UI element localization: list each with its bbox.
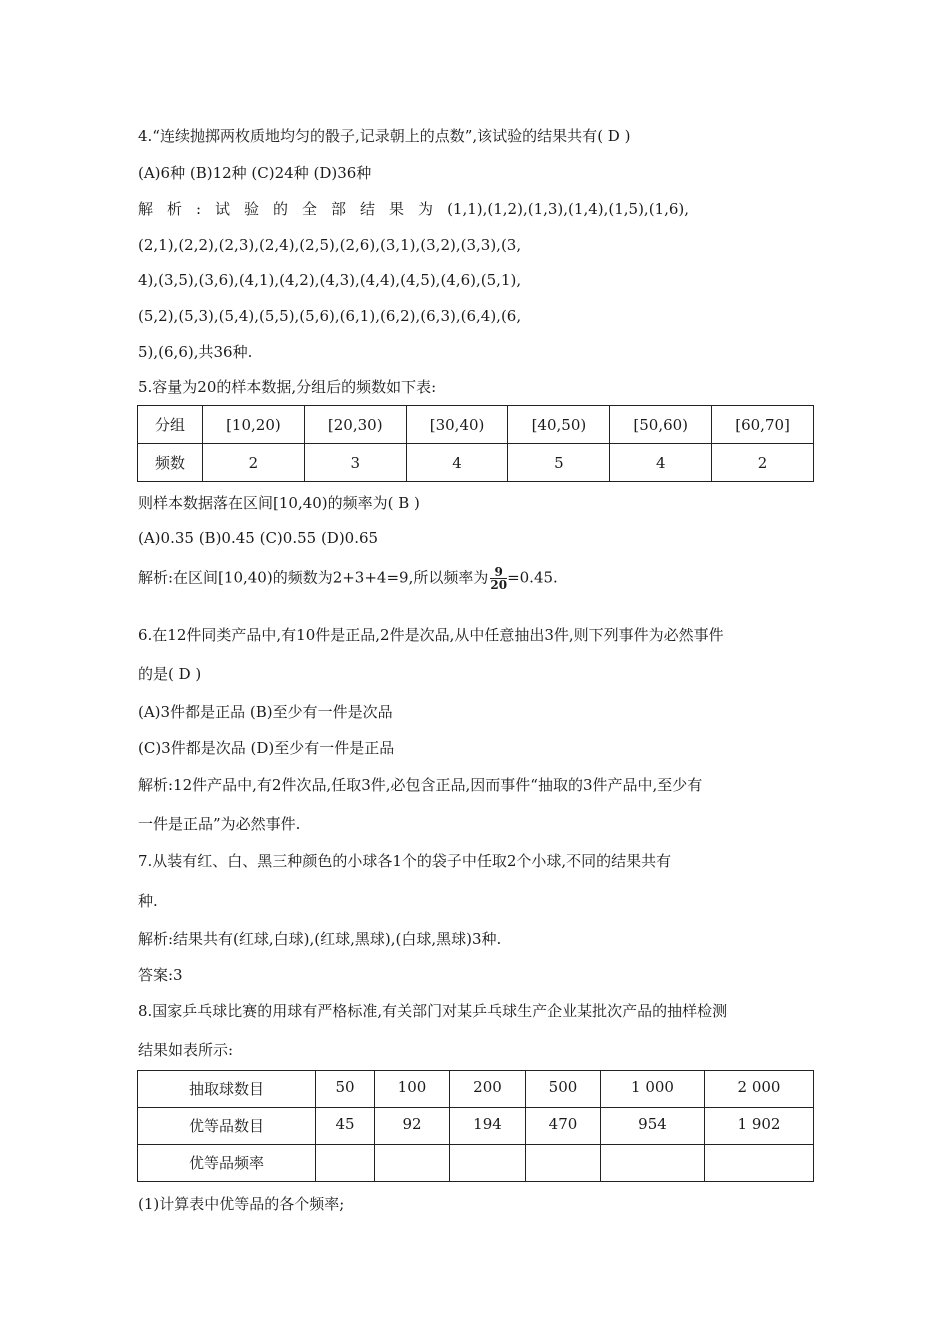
table-cell: 分组 <box>138 406 203 444</box>
q6-stem-line-1: 6.在12件同类产品中,有10件是正品,2件是次品,从中任意抽出3件,则下列事件为必然事件 <box>138 626 724 644</box>
table-cell: 抽取球数目 <box>138 1071 316 1108</box>
table-cell: 92 <box>375 1108 450 1145</box>
table-cell <box>450 1145 526 1182</box>
table-cell: [10,20) <box>203 406 305 444</box>
q5-analysis-text: 解析:在区间[10,40)的频数为2+3+4=9,所以频率为 <box>138 568 489 587</box>
table-row <box>138 1071 814 1108</box>
q5-frequency-table <box>137 405 814 482</box>
q8-sampling-table <box>137 1070 814 1182</box>
q8-stem-line-1: 8.国家乒乓球比赛的用球有严格标准,有关部门对某乒乓球生产企业某批次产品的抽样检测 <box>138 1002 728 1020</box>
q5-stem: 5.容量为20的样本数据,分组后的频数如下表: <box>138 378 437 396</box>
table-cell: 5 <box>508 444 610 482</box>
table-cell: 194 <box>450 1108 526 1145</box>
q6-options-line-2: (C)3件都是次品 (D)至少有一件是正品 <box>138 739 395 757</box>
table-cell: [50,60) <box>610 406 712 444</box>
table-cell: 2 000 <box>705 1071 814 1108</box>
table-cell: 100 <box>375 1071 450 1108</box>
table-cell <box>316 1145 375 1182</box>
table-cell: 470 <box>526 1108 601 1145</box>
table-cell: [20,30) <box>304 406 406 444</box>
table-row <box>138 406 814 444</box>
fraction-denominator: 20 <box>490 578 508 592</box>
table-cell <box>601 1145 705 1182</box>
q4-analysis-line-5: 5),(6,6),共36种. <box>138 343 253 361</box>
table-cell: 45 <box>316 1108 375 1145</box>
table-cell: 2 <box>203 444 305 482</box>
q5-analysis-result: =0.45. <box>507 568 558 587</box>
table-cell: 频数 <box>138 444 203 482</box>
q7-stem-line-1: 7.从装有红、白、黑三种颜色的小球各1个的袋子中任取2个小球,不同的结果共有 <box>138 852 672 870</box>
q7-stem-line-2: 种. <box>138 892 158 910</box>
table-row <box>138 1145 814 1182</box>
q5-options: (A)0.35 (B)0.45 (C)0.55 (D)0.65 <box>138 529 379 547</box>
q4-analysis-line-1 <box>138 199 689 219</box>
q6-analysis-line-2: 一件是正品”为必然事件. <box>138 815 301 833</box>
q6-analysis-line-1: 解析:12件产品中,有2件次品,任取3件,必包含正品,因而事件“抽取的3件产品中,至少有 <box>138 776 703 794</box>
table-cell: 3 <box>304 444 406 482</box>
q5-analysis <box>138 566 558 591</box>
table-cell: [60,70] <box>712 406 814 444</box>
table-row <box>138 1108 814 1145</box>
fraction-numerator: 9 <box>490 566 507 579</box>
q7-analysis: 解析:结果共有(红球,白球),(红球,黑球),(白球,黑球)3种. <box>138 930 502 948</box>
table-cell: 500 <box>526 1071 601 1108</box>
q6-options-line-1: (A)3件都是正品 (B)至少有一件是次品 <box>138 703 393 721</box>
table-cell: 4 <box>406 444 508 482</box>
q8-stem-line-2: 结果如表所示: <box>138 1041 234 1059</box>
table-cell: 200 <box>450 1071 526 1108</box>
table-cell: 2 <box>712 444 814 482</box>
q4-analysis-line-2: (2,1),(2,2),(2,3),(2,4),(2,5),(2,6),(3,1),(3,2),(3,3),(3, <box>138 236 522 254</box>
q4-analysis-label: 解析:试验的全部结果为 <box>138 200 448 218</box>
table-cell: 优等品数目 <box>138 1108 316 1145</box>
table-row <box>138 444 814 482</box>
q4-analysis-line-3: 4),(3,5),(3,6),(4,1),(4,2),(4,3),(4,4),(4,5),(4,6),(5,1), <box>138 271 522 289</box>
table-cell: 4 <box>610 444 712 482</box>
q4-analysis-line-4: (5,2),(5,3),(5,4),(5,5),(5,6),(6,1),(6,2),(6,3),(6,4),(6, <box>138 307 522 325</box>
fraction <box>490 566 507 591</box>
table-cell: 1 902 <box>705 1108 814 1145</box>
table-cell <box>705 1145 814 1182</box>
table-cell: 50 <box>316 1071 375 1108</box>
q8-sub-question-1: (1)计算表中优等品的各个频率; <box>138 1195 345 1213</box>
q7-answer: 答案:3 <box>138 966 183 984</box>
q4-stem: 4.“连续抛掷两枚质地均匀的骰子,记录朝上的点数”,该试验的结果共有( D ) <box>138 127 631 145</box>
table-cell: [40,50) <box>508 406 610 444</box>
table-cell <box>375 1145 450 1182</box>
q4-options: (A)6种 (B)12种 (C)24种 (D)36种 <box>138 164 372 182</box>
q5-question: 则样本数据落在区间[10,40)的频率为( B ) <box>138 494 420 512</box>
table-cell <box>526 1145 601 1182</box>
table-cell: 1 000 <box>601 1071 705 1108</box>
table-cell: [30,40) <box>406 406 508 444</box>
table-cell: 954 <box>601 1108 705 1145</box>
table-cell: 优等品频率 <box>138 1145 316 1182</box>
q4-analysis-text: (1,1),(1,2),(1,3),(1,4),(1,5),(1,6), <box>447 200 690 218</box>
q6-stem-line-2: 的是( D ) <box>138 665 202 683</box>
